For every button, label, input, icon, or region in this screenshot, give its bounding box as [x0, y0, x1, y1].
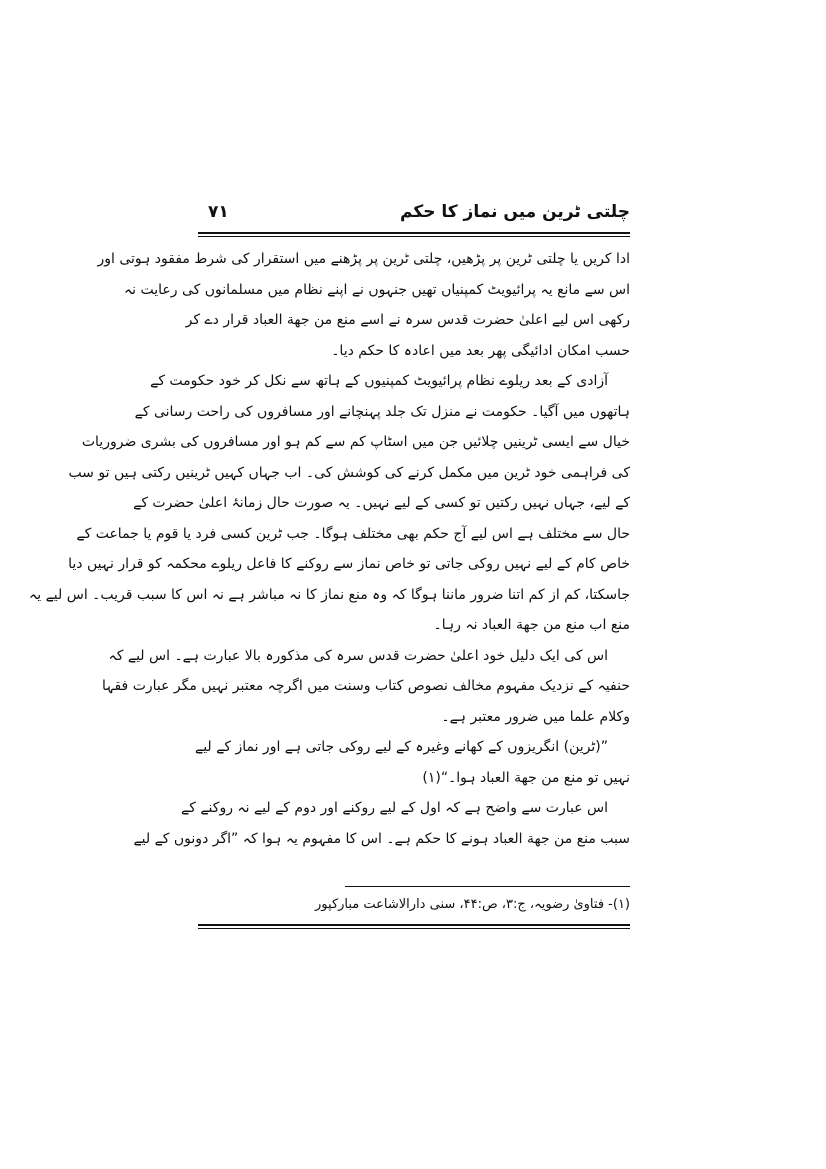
text-line: خیال سے ایسی ٹرینیں چلائیں جن میں اسٹاپ کم سے کم ہو اور مسافروں کی بشری ضروریات — [81, 434, 630, 450]
footnote: (۱)- فتاویٰ رضویہ، ج:۳، ص:۴۴، سنی دارالاشاعت مبارکپور — [315, 897, 630, 912]
body-text — [29, 244, 630, 854]
header-rule-thin — [198, 236, 630, 237]
text-line: وکلام علما میں ضرور معتبر ہے۔ — [441, 708, 630, 725]
text-line: حنفیہ کے نزدیک مفہوم مخالف نصوص کتاب وسنت میں اگرچہ معتبر نہیں مگر عبارت فقہا — [102, 678, 630, 694]
text-line: اس عبارت سے واضح ہے کہ اول کے لیے روکنے اور دوم کے لیے نہ روکنے کے — [181, 800, 608, 816]
text-line: کی فراہمی خود ٹرین میں مکمل کرنے کی کوشش کی۔ اب جہاں کہیں ٹرینیں رکتی ہیں تو سب — [68, 464, 630, 481]
text-line: حال سے مختلف ہے اس لیے آج حکم بھی مختلف ہوگا۔ جب ٹرین کسی فرد یا قوم یا جماعت کے — [76, 525, 630, 542]
text-line: آزادی کے بعد ریلوے نظام پرائیویٹ کمپنیوں کے ہاتھ سے نکل کر خود حکومت کے — [150, 373, 608, 389]
text-line: منع اب منع من جھة العباد نہ رہا۔ — [433, 617, 630, 633]
text-line: اس سے مانع یہ پرائیویٹ کمپنیاں تھیں جنہوں نے اپنے نظام میں مسلمانوں کی رعایت نہ — [123, 281, 630, 298]
text-line: کے لیے، جہاں نہیں رکتیں تو کسی کے لیے نہیں۔ یہ صورت حال زمانۂ اعلیٰ حضرت کے — [133, 495, 630, 511]
footnote-rule — [345, 886, 630, 887]
quote-line: ”(ٹرین) انگریزوں کے کھانے وغیرہ کے لیے روکی جاتی ہے اور نماز کے لیے — [195, 739, 608, 755]
footer-rule-thin — [198, 928, 630, 929]
footer-rule-thick — [198, 924, 630, 926]
header-rule-thick — [198, 232, 630, 234]
text-line: حسب امکان ادائیگی پھر بعد میں اعادہ کا حکم دیا۔ — [331, 342, 630, 359]
header-title: چلتی ٹرین میں نماز کا حکم — [399, 202, 630, 222]
running-header — [198, 200, 630, 230]
text-line: سبب منع من جھة العباد ہونے کا حکم ہے۔ اس کا مفہوم یہ ہوا کہ ”اگر دونوں کے لیے — [133, 830, 630, 847]
text-line: اس کی ایک دلیل خود اعلیٰ حضرت قدس سرہ کی مذکورہ بالا عبارت ہے۔ اس لیے کہ — [108, 647, 608, 664]
text-line: ہاتھوں میں آگیا۔ حکومت نے منزل تک جلد پہنچانے اور مسافروں کی راحت رسانی کے — [134, 403, 630, 420]
page-number: ۷۱ — [208, 202, 229, 222]
text-line: ادا کریں یا چلتی ٹرین پر پڑھیں، چلتی ٹرین پر پڑھنے میں استقرار کی شرط مفقود ہوتی اور — [97, 251, 630, 267]
text-line: جاسکتا، کم از کم اتنا ضرور ماننا ہوگا کہ وہ منع نماز کا نہ مباشر ہے نہ اس کا سبب قریب۔ اس لیے یہ — [29, 586, 630, 603]
quote-line: نہیں تو منع من جھة العباد ہوا۔“(۱) — [422, 769, 630, 786]
text-line: رکھی اس لیے اعلیٰ حضرت قدس سرہ نے اسے منع من جھة العباد قرار دے کر — [185, 312, 630, 328]
text-line: خاص کام کے لیے نہیں روکی جاتی تو خاص نماز سے روکنے کا فاعل ریلوے محکمہ کو قرار نہیں دیا — [68, 556, 630, 572]
